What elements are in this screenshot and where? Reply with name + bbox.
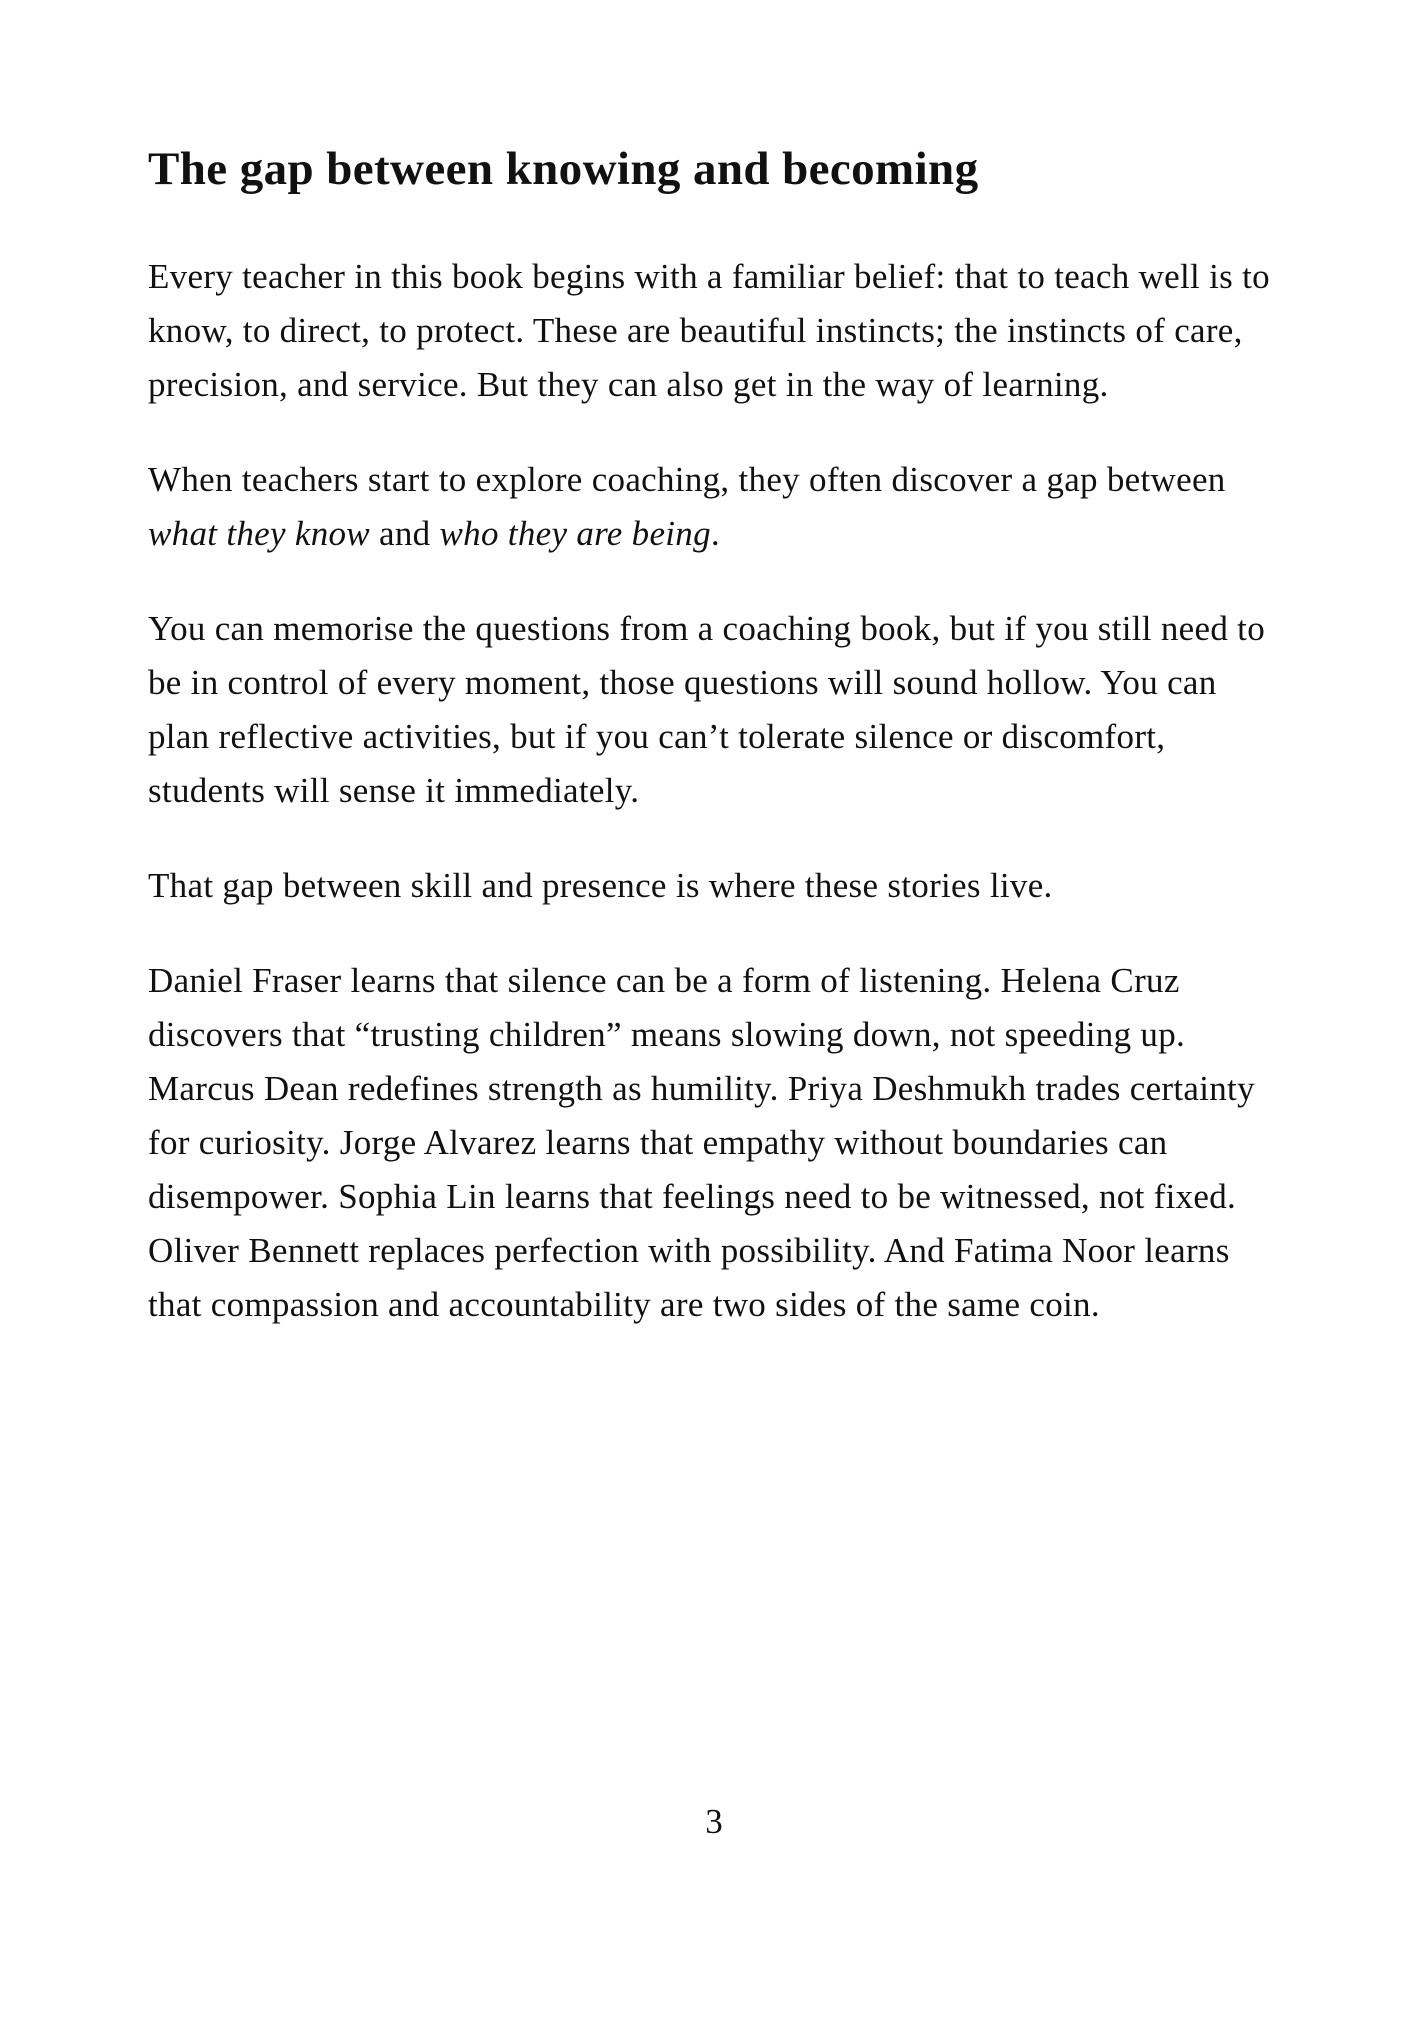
italic-run: what they know (148, 514, 370, 553)
text-run: When teachers start to explore coaching, they often discover a gap between (148, 460, 1226, 499)
italic-run: who they are being (439, 514, 711, 553)
text-run: Every teacher in this book begins with a familiar belief: that to teach well is to know, to direct, to protect. These are beautiful instincts; the instincts of care, precision, and service. But they can also get in the way of learning. (148, 257, 1270, 404)
paragraph (148, 453, 1272, 561)
paragraph (148, 859, 1272, 913)
paragraph (148, 602, 1272, 818)
paragraph (148, 954, 1272, 1332)
body-text (148, 250, 1272, 1332)
text-run: You can memorise the questions from a coaching book, but if you still need to be in control of every moment, those questions will sound hollow. You can plan reflective activities, but if you can’t tolerate silence or discomfort, students will sense it immediately. (148, 609, 1266, 810)
page-content (148, 0, 1272, 1373)
paragraph (148, 250, 1272, 412)
text-run: and (369, 514, 440, 553)
page-number: 3 (705, 1802, 723, 1841)
text-run: Daniel Fraser learns that silence can be a form of listening. Helena Cruz discovers that “trusting children” means slowing down, not speeding up. Marcus Dean redefines strength as humility. Priya Deshmukh trades certainty for curiosity. Jorge Alvarez learns that empathy without boundaries can disempower. Sophia Lin learns that feelings need to be witnessed, not fixed. Oliver Bennett replaces perfection with possibility. And Fatima Noor learns that compassion and accountability are two sides of the same coin. (148, 961, 1255, 1324)
page-title: The gap between knowing and becoming (148, 143, 979, 195)
text-run: . (710, 514, 720, 553)
text-run: That gap between skill and presence is where these stories live. (148, 866, 1053, 905)
